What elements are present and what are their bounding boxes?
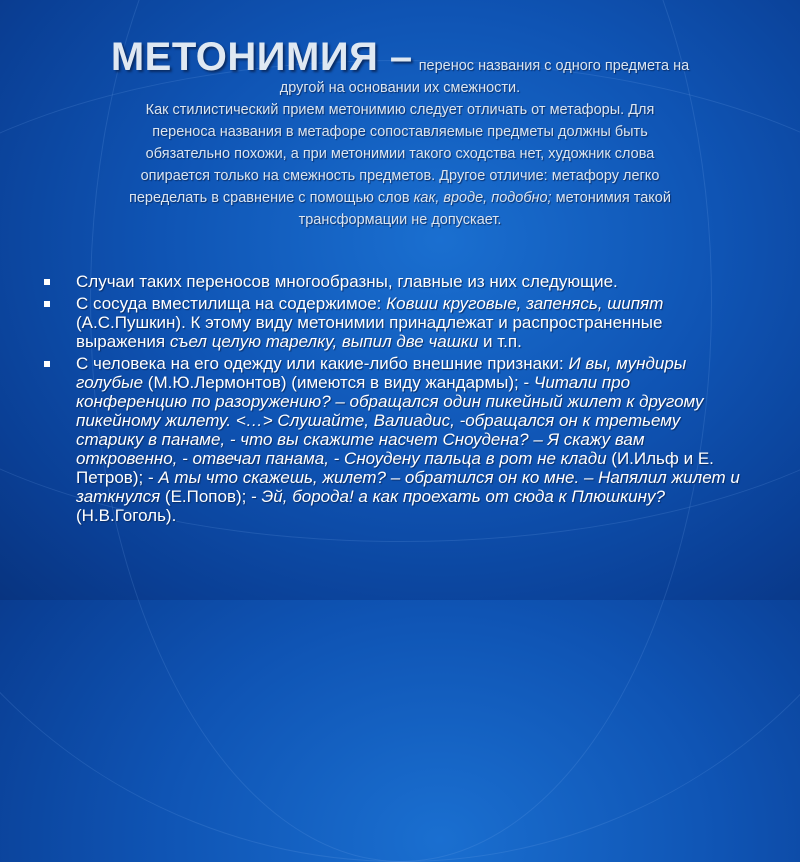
intro-line: опирается только на смежность предметов. Другое отличие: метафору легко (140, 168, 660, 184)
square-bullet-icon (44, 301, 50, 307)
quote-italic: А ты что скажешь, жилет? – обратился он ко мне. – Напялил жилет и заткнулся (76, 468, 740, 506)
intro-line: другой на основании их смежности. (279, 80, 521, 96)
bullet-list (44, 272, 744, 528)
slide-title: МЕТОНИМИЯ – (110, 35, 413, 79)
bullet-item (44, 354, 744, 525)
bullet-item (44, 294, 744, 351)
title-line (40, 35, 760, 79)
title-definition: перенос названия с одного предмета на (418, 58, 690, 74)
bullet-item (44, 272, 744, 291)
intro-text: переделать в сравнение с помощью слов (129, 190, 414, 206)
intro-block (40, 35, 760, 231)
bullet-text: (Е.Попов); - (160, 487, 262, 506)
quote-italic: Ковши круговые, запенясь, шипят (386, 294, 664, 313)
bullet-text: (А.С.Пушкин). К этому виду метонимии принадлежат и распространенные выражения (76, 313, 663, 351)
intro-italic: как, вроде, подобно; (413, 190, 552, 206)
square-bullet-icon (44, 361, 50, 367)
quote-italic: Читали про конференцию по разоружению? – обращался один пикейный жилет к другому пикейному жилету. <…> Слушайте, Валиадис, -обращался он к третьему старику в панаме, - что вы скажите насчет Сноудена? – Я скажу вам откровенно, - отвечал панама, - Сноудену пальца в рот не клади (76, 373, 704, 468)
quote-italic: И вы, мундиры голубые (76, 354, 687, 392)
intro-text: метонимия такой (551, 190, 671, 206)
quote-italic: съел целую тарелку, выпил две чашки (169, 332, 479, 351)
bullet-text: (И.Ильф и Е. Петров); - (76, 449, 714, 487)
intro-line: обязательно похожи, а при метонимии такого сходства нет, художник слова (145, 146, 655, 162)
bullet-text: С человека на его одежду или какие-либо внешние признаки: (76, 354, 569, 373)
bullet-text: и т.п. (478, 332, 522, 351)
quote-italic: Эй, борода! а как проехать от сюда к Плюшкину? (261, 487, 665, 506)
square-bullet-icon (44, 279, 50, 285)
bullet-text: (Н.В.Гоголь). (76, 506, 177, 525)
bullet-text: (М.Ю.Лермонтов) (имеются в виду жандармы); - (143, 373, 534, 392)
bullet-text: Случаи таких переносов многообразны, главные из них следующие. (76, 272, 618, 291)
bullet-text: С сосуда вместилища на содержимое: (76, 294, 387, 313)
intro-line: Как стилистический прием метонимию следует отличать от метафоры. Для (145, 102, 655, 118)
intro-line: переноса названия в метафоре сопоставляемые предметы должны быть (152, 124, 648, 140)
intro-line: трансформации не допускает. (298, 212, 502, 228)
intro-line (40, 187, 760, 209)
